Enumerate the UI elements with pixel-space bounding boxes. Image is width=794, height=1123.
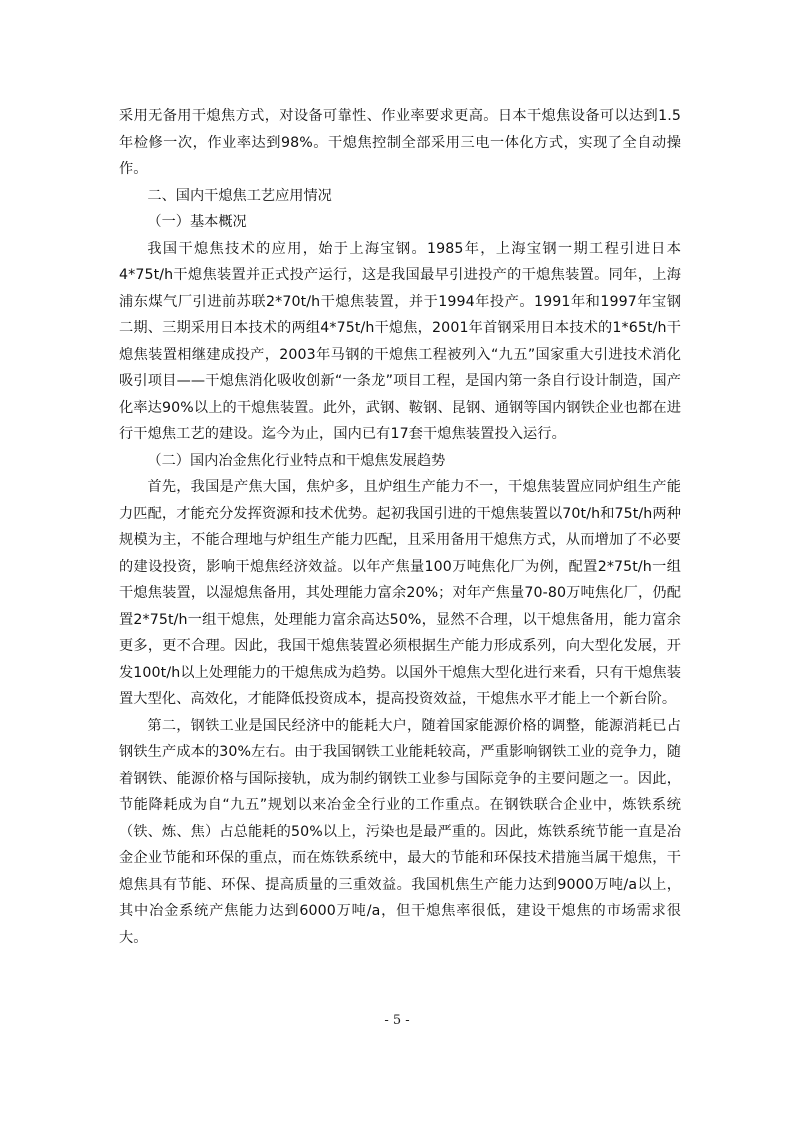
page-number: - 5 - <box>384 1013 410 1028</box>
subsection-heading-industry-trends: （二）国内冶金焦化行业特点和干熄焦发展趋势 <box>147 452 446 469</box>
subsection-heading-basic-overview: （一）基本概况 <box>147 214 247 230</box>
paragraph-basic-overview: 我国干熄焦技术的应用，始于上海宝钢。1985年，上海宝钢一期工程引进日本4*75t/h干熄焦装置并正式投产运行，这是我国最早引进投产的干熄焦装置。同年，上海浦东煤气厂引进前苏联2*70t/h干熄焦装置，并于1994年投产。1991年和1997年宝钢二期、三期采用日本技术的两组4*75t/h干熄焦，2001年首钢采用日本技术的1*65t/h干熄焦装置相继建成投产，2003年马钢的干熄焦工程被列入“九五”国家重大引进技术消化吸引项目——干熄焦消化吸收创新“一条龙”项目工程，是国内第一条自行设计制造，国产化率达90%以上的干熄焦装置。此外，武钢、鞍钢、昆钢、通钢等国内钢铁企业也都在进行干熄焦工艺的建设。迄今为止，国内已有17套干熄焦装置投入运行。 <box>119 240 681 442</box>
paragraph-second-point: 第二，钢铁工业是国民经济中的能耗大户，随着国家能源价格的调整，能源消耗已占钢铁生产成本的30%左右。由于我国钢铁工业能耗较高，严重影响钢铁工业的竞争力，随着钢铁、能源价格与国际接轨，成为制约钢铁工业参与国际竞争的主要问题之一。因此，节能降耗成为自“九五”规划以来冶金全行业的工作重点。在钢铁联合企业中，炼铁系统（铁、炼、焦）占总能耗的50%以上，污染也是最严重的。因此，炼铁系统节能一直是冶金企业节能和环保的重点，而在炼铁系统中，最大的节能和环保技术措施当属干熄焦，干熄焦具有节能、环保、提高质量的三重效益。我国机焦生产能力达到9000万吨/a以上，其中冶金系统产焦能力达到6000万吨/a，但干熄焦率很低，建设干熄焦的市场需求很大。 <box>119 717 681 946</box>
paragraph-first-point: 首先，我国是产焦大国，焦炉多，且炉组生产能力不一，干熄焦装置应同炉组生产能力匹配，才能充分发挥资源和技术优势。起初我国引进的干熄焦装置以70t/h和75t/h两种规模为主，不能合理地与炉组生产能力匹配，且采用备用干熄焦方式，从而增加了不必要的建设投资，影响干熄焦经济效益。以年产焦量100万吨焦化厂为例，配置2*75t/h一组干熄焦装置，以湿熄焦备用，其处理能力富余20%；对年产焦量70-80万吨焦化厂，仍配置2*75t/h一组干熄焦，处理能力富余高达50%，显然不合理，以干熄焦备用，能力富余更多，更不合理。因此，我国干熄焦装置必须根据生产能力形成系列，向大型化发展，开发100t/h以上处理能力的干熄焦成为趋势。以国外干熄焦大型化进行来看，只有干熄焦装置大型化、高效化，才能降低投资成本，提高投资效益，干熄焦水平才能上一个新台阶。 <box>119 479 681 707</box>
continued-paragraph: 采用无备用干熄焦方式，对设备可靠性、作业率要求更高。日本干熄焦设备可以达到1.5年检修一次，作业率达到98%。干熄焦控制全部采用三电一体化方式，实现了全自动操作。 <box>119 108 681 177</box>
section-heading-domestic-application: 二、国内干熄焦工艺应用情况 <box>147 187 332 204</box>
page-body <box>119 103 681 951</box>
